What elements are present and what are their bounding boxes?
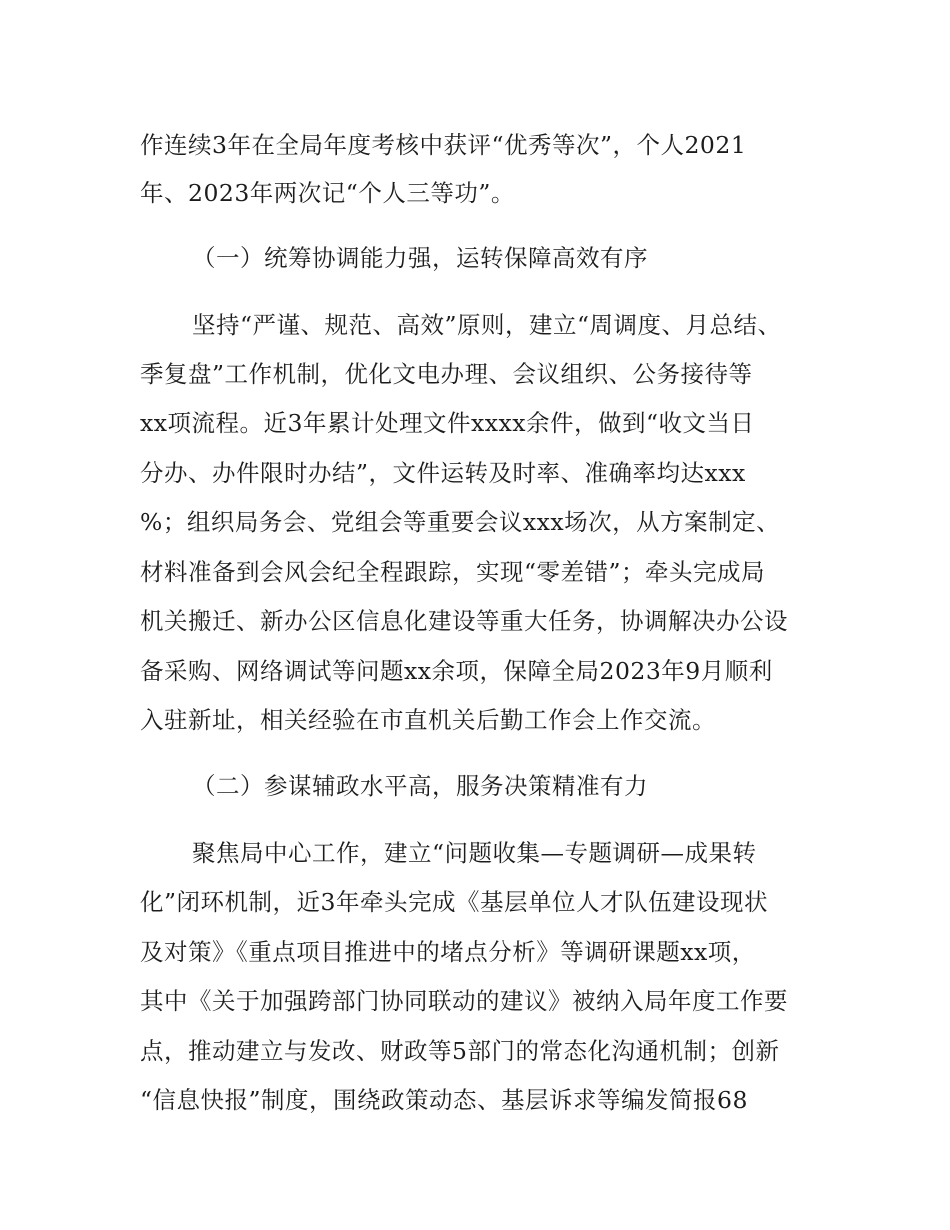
paragraph-line: %；组织局务会、党组会等重要会议xxx场次，从方案制定、 xyxy=(140,508,781,536)
paragraph-line: 及对策》《重点项目推进中的堵点分析》等调研课题xx项， xyxy=(140,938,756,966)
paragraph-line: 季复盘”工作机制，优化文电办理、会议组织、公务接待等 xyxy=(140,360,753,388)
paragraph-line: “信息快报”制度，围绕政策动态、基层诉求等编发简报68 xyxy=(140,1086,748,1114)
paragraph-line: 化”闭环机制，近3年牵头完成《基层单位人才队伍建设现状 xyxy=(140,888,768,916)
section-heading: （二）参谋辅政水平高，服务决策精准有力 xyxy=(192,772,648,800)
paragraph-line: 机关搬迁、新办公区信息化建设等重大任务，协调解决办公设 xyxy=(140,607,788,635)
paragraph-line: 材料准备到会风会纪全程跟踪，实现“零差错”；牵头完成局 xyxy=(140,558,766,586)
section-heading: （一）统筹协调能力强，运转保障高效有序 xyxy=(192,244,648,272)
paragraph-line: xx项流程。近3年累计处理文件xxxx余件，做到“收文当日 xyxy=(140,409,755,437)
paragraph-line: 其中《关于加强跨部门协同联动的建议》被纳入局年度工作要 xyxy=(140,987,788,1015)
paragraph-line: 聚焦局中心工作，建立“问题收集—专题调研—成果转 xyxy=(192,839,757,867)
paragraph-line: 坚持“严谨、规范、高效”原则，建立“周调度、月总结、 xyxy=(192,311,782,339)
paragraph-line: 作连续3年在全局年度考核中获评“优秀等次”，个人2021 xyxy=(140,131,747,159)
paragraph-line: 分办、办件限时办结”，文件运转及时率、准确率均达xxx xyxy=(140,459,746,487)
paragraph-line: 年、2023年两次记“个人三等功”。 xyxy=(140,179,515,207)
paragraph-line: 入驻新址，相关经验在市直机关后勤工作会上作交流。 xyxy=(140,706,716,734)
paragraph-line: 点，推动建立与发改、财政等5部门的常态化沟通机制；创新 xyxy=(140,1037,780,1065)
paragraph-line: 备采购、网络调试等问题xx余项，保障全局2023年9月顺利 xyxy=(140,657,773,685)
